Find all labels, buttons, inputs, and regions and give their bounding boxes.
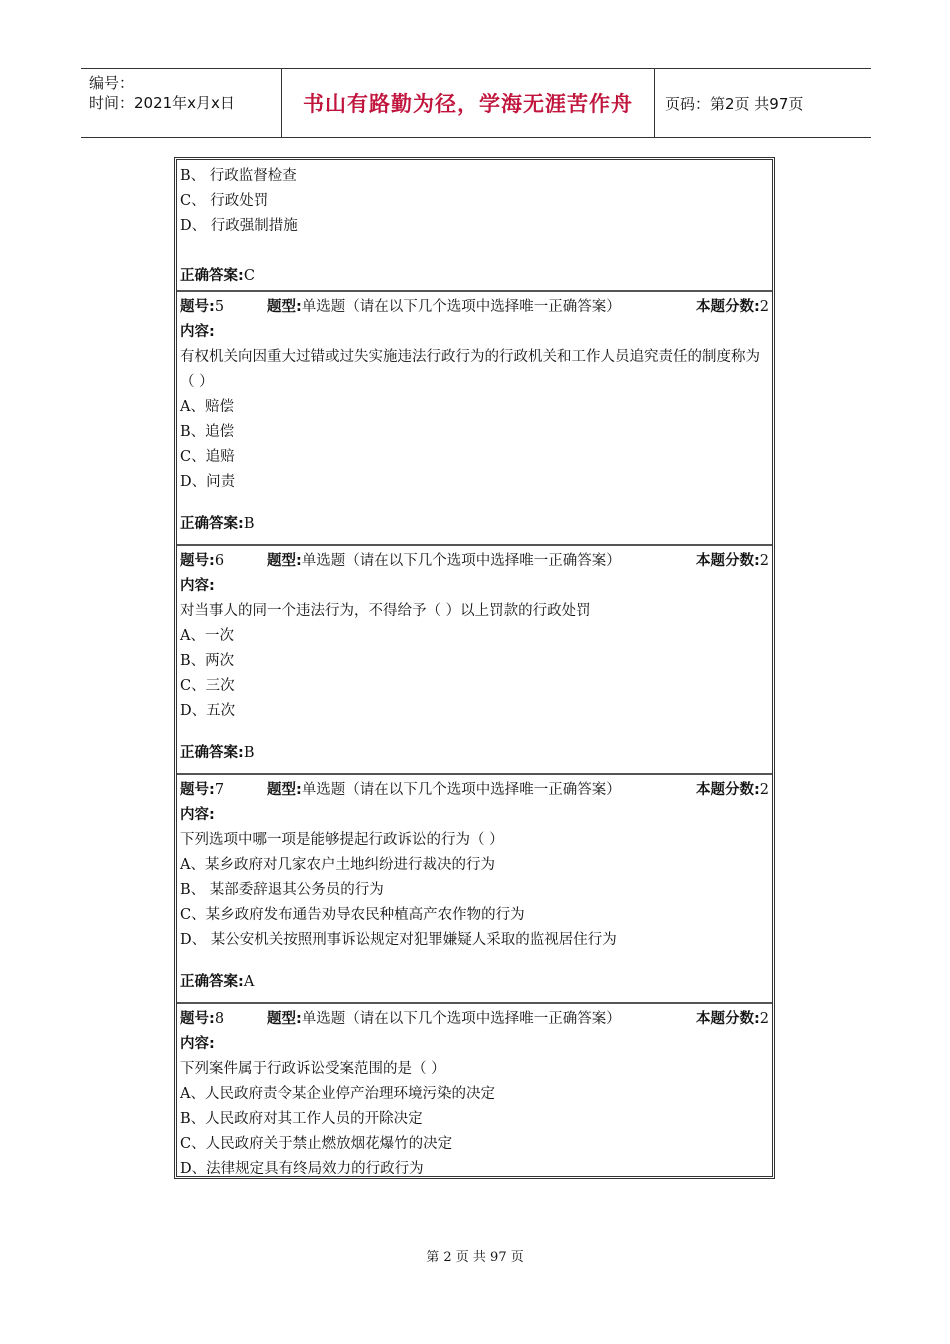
option: B、追偿 <box>180 424 235 440</box>
answer-value: B <box>243 516 255 532</box>
option: A、赔偿 <box>180 399 234 415</box>
option: C、 行政处罚 <box>180 193 269 209</box>
num-label: 题号: <box>180 782 215 798</box>
num-label: 题号: <box>180 1011 215 1027</box>
answer-label: 正确答案: <box>180 974 244 990</box>
answer-label: 正确答案: <box>180 268 244 284</box>
question-block <box>177 546 772 775</box>
answer-line <box>180 970 772 995</box>
answer-value: A <box>243 974 255 990</box>
question-meta <box>180 1007 772 1032</box>
question-score: 2 <box>759 553 769 569</box>
header-meta <box>81 69 282 137</box>
question-text: 对当事人的同一个违法行为，不得给予（ ）以上罚款的行政处罚 <box>180 603 591 619</box>
answer-line <box>180 264 772 289</box>
option: D、法律规定具有终局效力的行政行为 <box>180 1161 424 1177</box>
question-meta <box>180 295 772 320</box>
question-fragment <box>177 160 772 292</box>
question-text: 有权机关向因重大过错或过失实施违法行政行为的行政机关和工作人员追究责任的制度称为（ ） <box>180 349 760 390</box>
option: C、人民政府关于禁止燃放烟花爆竹的决定 <box>180 1136 453 1152</box>
question-type: 单选题（请在以下几个选项中选择唯一正确答案） <box>301 782 621 798</box>
question-meta <box>180 549 772 574</box>
option: B、 行政监督检查 <box>180 168 297 184</box>
header-page-info: 页码：第2页 共97页 <box>665 94 804 113</box>
type-label: 题型: <box>267 782 302 798</box>
question-number: 5 <box>214 299 225 315</box>
question-block <box>177 292 772 546</box>
content-label: 内容: <box>180 807 215 823</box>
score-label: 本题分数: <box>695 1011 760 1027</box>
option: A、某乡政府对几家农户土地纠纷进行裁决的行为 <box>180 857 495 873</box>
option: D、问责 <box>180 474 236 490</box>
option: B、人民政府对其工作人员的开除决定 <box>180 1111 423 1127</box>
content-label: 内容: <box>180 1036 215 1052</box>
option: D、 某公安机关按照刑事诉讼规定对犯罪嫌疑人采取的监视居住行为 <box>180 932 617 948</box>
answer-value: B <box>243 745 255 761</box>
answer-label: 正确答案: <box>180 745 244 761</box>
option: C、追赔 <box>180 449 235 465</box>
question-score: 2 <box>759 782 769 798</box>
type-label: 题型: <box>267 1011 302 1027</box>
content-label: 内容: <box>180 578 215 594</box>
option: B、 某部委辞退其公务员的行为 <box>180 882 384 898</box>
answer-label: 正确答案: <box>180 516 244 532</box>
page-footer: 第 2 页 共 97 页 <box>426 1250 524 1265</box>
option: B、两次 <box>180 653 235 669</box>
option: C、三次 <box>180 678 235 694</box>
question-type: 单选题（请在以下几个选项中选择唯一正确答案） <box>301 553 621 569</box>
score-label: 本题分数: <box>695 299 760 315</box>
question-score: 2 <box>759 299 769 315</box>
option: D、 行政强制措施 <box>180 218 298 234</box>
score-label: 本题分数: <box>695 553 760 569</box>
question-number: 7 <box>214 782 225 798</box>
time-label: 时间：2021年x月x日 <box>89 94 235 112</box>
question-type: 单选题（请在以下几个选项中选择唯一正确答案） <box>301 299 621 315</box>
answer-line <box>180 741 772 766</box>
question-text: 下列案件属于行政诉讼受案范围的是（ ） <box>180 1061 446 1077</box>
option: D、五次 <box>180 703 236 719</box>
option: C、某乡政府发布通告劝导农民种植高产农作物的行为 <box>180 907 525 923</box>
question-block <box>177 1004 772 1182</box>
question-text: 下列选项中哪一项是能够提起行政诉讼的行为（ ） <box>180 832 504 848</box>
score-label: 本题分数: <box>695 782 760 798</box>
question-table <box>174 157 775 1179</box>
option: A、一次 <box>180 628 234 644</box>
answer-value: C <box>243 268 255 284</box>
number-label: 编号： <box>89 74 135 92</box>
question-number: 6 <box>214 553 225 569</box>
content-label: 内容: <box>180 324 215 340</box>
question-number: 8 <box>214 1011 225 1027</box>
type-label: 题型: <box>267 299 302 315</box>
header-motto: 书山有路勤为径，学海无涯苦作舟 <box>282 69 655 137</box>
num-label: 题号: <box>180 553 215 569</box>
question-block <box>177 775 772 1004</box>
option: A、人民政府责令某企业停产治理环境污染的决定 <box>180 1086 495 1102</box>
page-header <box>81 68 871 138</box>
num-label: 题号: <box>180 299 215 315</box>
question-score: 2 <box>759 1011 769 1027</box>
question-type: 单选题（请在以下几个选项中选择唯一正确答案） <box>301 1011 621 1027</box>
type-label: 题型: <box>267 553 302 569</box>
question-meta <box>180 778 772 803</box>
answer-line <box>180 512 772 537</box>
